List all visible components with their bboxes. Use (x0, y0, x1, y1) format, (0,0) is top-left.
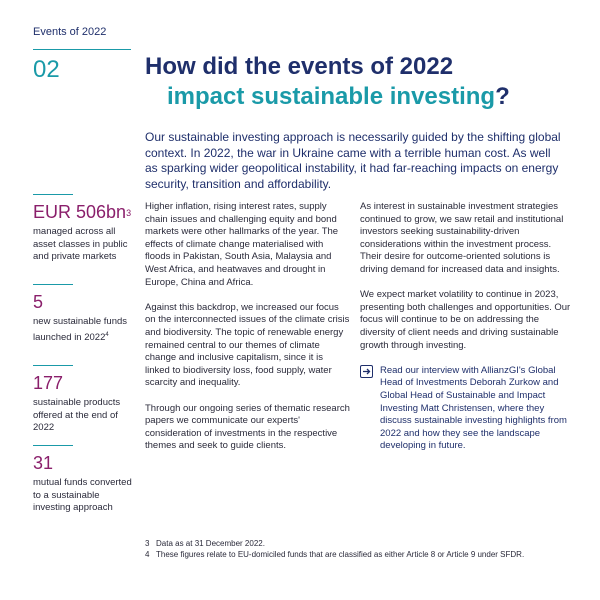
section-label: Events of 2022 (33, 26, 107, 38)
stat-rule (33, 445, 73, 446)
stat-description: sustainable products offered at the end of 2022 (33, 397, 121, 433)
footnote (145, 549, 585, 560)
footnote-text: Data as at 31 December 2022. (156, 539, 265, 548)
stat-value: 5 (33, 292, 44, 312)
stat-assets (33, 194, 133, 264)
footnote (145, 538, 585, 549)
stat-rule (33, 194, 73, 195)
title-question-mark: ? (495, 83, 510, 110)
footnote-number: 3 (145, 539, 150, 548)
chapter-number: 02 (33, 56, 60, 83)
stat-products (33, 365, 133, 435)
stat-footnote-ref: 4 (105, 331, 109, 338)
stat-description: managed across all asset classes in public and private markets (33, 226, 128, 262)
stat-value-text: EUR 506bn (33, 202, 127, 222)
body-paragraph: We expect market volatility to continue in 2023, presenting both challenges and opportunities. Our focus will continue to be on addressing the diversity of client needs and driving sustainable growth through investing. (360, 289, 571, 351)
arrow-right-box-icon (360, 365, 373, 378)
top-rule (33, 49, 131, 50)
body-paragraph: As interest in sustainable investment strategies continued to grow, we saw retail and institutional investors seeking sustainability-driven considerations within the investment process. Their desire for outcome-oriented solutions is driving demand for increased data and insights. (360, 201, 564, 275)
stat-value: 177 (33, 373, 64, 393)
stat-description: mutual funds converted to a sustainable investing approach (33, 477, 132, 513)
body-column-right (360, 201, 572, 453)
stat-footnote-ref: 3 (126, 208, 132, 218)
body-paragraph: Higher inflation, rising interest rates, supply chain issues and challenging equity and bond markets were other hallmarks of the year. The effects of climate change materialised with floods in Pakistan, South Asia, Malaysia and West Africa, and heatwaves and drought in Europe, China and Africa. (145, 201, 339, 288)
stat-description (33, 316, 133, 344)
body-column-left (145, 201, 350, 465)
footnote-text: These figures relate to EU-domiciled funds that are classified as either Article 8 or Article 9 under SFDR. (156, 550, 525, 559)
title-line-2: impact sustainable investing (167, 83, 496, 110)
stat-description-text: new sustainable funds launched in 2022 (33, 316, 128, 343)
lead-paragraph: Our sustainable investing approach is necessarily guided by the shifting global context. In 2022, the war in Ukraine came with a terrible human cost. As well as sparking wider geopolitical instability, it had far-reaching impacts on energy security, transition and affordability. (145, 130, 561, 191)
stat-converted-funds (33, 445, 133, 515)
footnote-number: 4 (145, 550, 150, 559)
stat-value (33, 201, 133, 223)
stat-new-funds (33, 284, 133, 344)
interview-link[interactable] (360, 365, 572, 453)
body-paragraph: Through our ongoing series of thematic research papers we communicate our experts' consideration of investments in the respective themes and seek to guide clients. (145, 402, 350, 452)
stat-rule (33, 365, 73, 366)
interview-link-text[interactable]: Read our interview with AllianzGI's Global Head of Investments Deborah Zurkow and Global Head of Sustainable and Impact Investing Matt Christensen, where they discuss sustainable investing highlights from 2022 and how they see the landscape developing in future. (380, 364, 567, 452)
title-line-1: How did the events of 2022 (145, 53, 454, 80)
footnotes (145, 538, 585, 560)
page-title (145, 52, 565, 112)
stat-rule (33, 284, 73, 285)
stat-value: 31 (33, 453, 54, 473)
body-paragraph: Against this backdrop, we increased our focus on the interconnected issues of the climate crisis and biodiversity. The topic of renewable energy remained central to our themes of climate change and inclusive capitalism, since it is linked to biodiversity loss, food supply, water scarcity and inequality. (145, 301, 350, 389)
title-line-2-wrap (145, 82, 565, 112)
